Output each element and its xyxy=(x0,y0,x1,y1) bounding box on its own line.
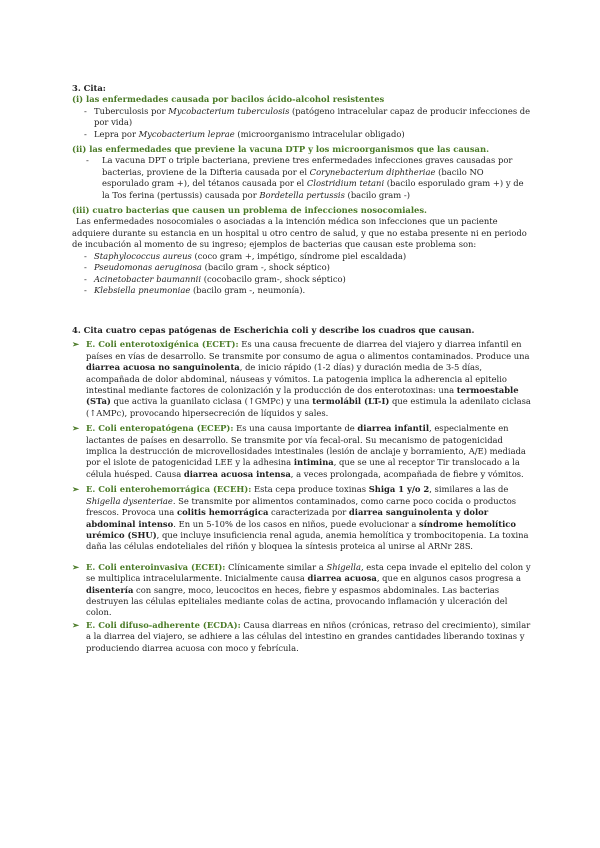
eceh-name: E. Coli enterohemorrágica (ECEH): xyxy=(86,484,252,495)
list-item: - Tuberculosis por Mycobacterium tuberculosis (patógeno intracelular capaz de producir infecciones de por vida) xyxy=(84,105,531,128)
section-4-title: 4. Cita cuatro cepas patógenas de Escherichia coli y describe los cuadros que causan. xyxy=(72,325,475,335)
list-item: - La vacuna DPT o triple bacteriana, previene tres enfermedades infecciones graves causadas por bacterias, proviene de la Difteria causada por el Corynebacterium diphtheriae (bacilo NO esporulado gram +), del tétanos causada por el Clostridium tetani (bacilo esporulado gram +) y de la Tos ferina (pertussis) causada por Bordetella pertussis (bacilo gram -) xyxy=(86,155,524,200)
ecei-name: E. Coli enteroinvasiva (ECEI): xyxy=(86,561,226,572)
ecep-name: E. Coli enteropatógena (ECEP): xyxy=(86,423,234,434)
ecep-item: ➢ E. Coli enteropatógena (ECEP): Es una causa importante de diarrea infantil, especialmente en lactantes de países en desarrollo. Se transmite por vía fecal-oral. Su mecanismo de patogenicidad implica la destrucción de microvellosidades intestinales (lesión de anclaje y borramiento, A/E) mediada por el islote de patogenicidad LEE y la adhesina intimina, que se une al receptor Tir translocado a la célula huésped. Causa diarrea acuosa intensa, a veces prolongada, acompañada de fiebre y vómitos. xyxy=(72,423,526,479)
arrow-bullet-icon: ➢ xyxy=(72,484,80,495)
list-item: - Staphylococcus aureus (coco gram +, impétigo, síndrome piel escaldada) xyxy=(84,250,407,261)
subsection-ii-list xyxy=(72,155,532,201)
eceh-item: ➢ E. Coli enterohemorrágica (ECEH): Esta cepa produce toxinas Shiga 1 y/o 2, similares a las de Shigella dysenteriae. Se transmite por alimentos contaminados, como carne poco cocida o productos frescos. Provoca una colitis hemorrágica caracterizada por diarrea sanguinolenta y dolor abdominal intenso. En un 5-10% de los casos en niños, puede evolucionar a síndrome hemolítico urémico (SHU), que incluye insuficiencia renal aguda, anemia hemolítica y trombocitopenia. La toxina daña las células endoteliales del riñón y bloquea la síntesis proteica al unirse al ARNr 28S. xyxy=(72,484,529,552)
ecei-item: ➢ E. Coli enteroinvasiva (ECEI): Clínicamente similar a Shigella, esta cepa invade el epitelio del colon y se multiplica intracelularmente. Inicialmente causa diarrea acuosa, que en algunos casos progresa a disentería con sangre, moco, leucocitos en heces, fiebre y espasmos abdominales. Las bacterias destruyen las células epiteliales mediante colas de actina, provocando inflamación y ulceración del colon. xyxy=(72,561,531,618)
subsection-iii-heading: (iii) cuatro bacterias que causen un problema de infecciones nosocomiales. xyxy=(72,205,427,216)
ecet-item: ➢ E. Coli enterotoxigénica (ECET): Es una causa frecuente de diarrea del viajero y diarrea infantil en países en vías de desarrollo. Se transmite por consumo de agua o alimentos contaminados. Produce una diarrea acuosa no sanguinolenta, de inicio rápido (1-2 días) y duración media de 3-5 días, acompañada de dolor abdominal, náuseas y vómitos. La patogenia implica la adherencia al epitelio intestinal mediante factores de colonización y la producción de dos enterotoxinas: una termoestable (STa) que activa la guanilato ciclasa (↑GMPc) y una termolábil (LT-I) que estimula la adenilato ciclasa (↑AMPc), provocando hipersecreción de líquidos y sales. xyxy=(72,339,531,418)
subsection-i-list xyxy=(72,106,532,140)
arrow-bullet-icon: ➢ xyxy=(72,619,80,630)
arrow-bullet-icon: ➢ xyxy=(72,423,80,434)
arrow-bullet-icon: ➢ xyxy=(72,561,80,572)
subsection-iii-intro: Las enfermedades nosocomiales o asociadas a la intención médica son infecciones que un paciente adquiere durante su estancia en un hospital u otro centro de salud, y que no estaba presente ni en periodo de incubación al momento de su ingreso; ejemplos de bacterias que causan este problema son: xyxy=(72,216,527,250)
subsection-iii-list xyxy=(72,251,532,297)
section-3 xyxy=(72,83,532,296)
list-item: - Klebsiella pneumoniae (bacilo gram -, neumonía). xyxy=(84,284,306,295)
subsection-ii-heading: (ii) las enfermedades que previene la vacuna DTP y los microorganismos que las causan. xyxy=(72,144,489,155)
list-item: - Pseudomonas aeruginosa (bacilo gram -, shock séptico) xyxy=(84,262,330,273)
subsection-i-heading: (i) las enfermedades causada por bacilos ácido-alcohol resistentes xyxy=(72,94,385,105)
section-3-title: 3. Cita: xyxy=(72,83,106,93)
ecda-name: E. Coli difuso-adherente (ECDA): xyxy=(86,619,241,630)
list-item: - Acinetobacter baumannii (cocobacilo gram-, shock séptico) xyxy=(84,273,346,284)
ecda-item: ➢ E. Coli difuso-adherente (ECDA): Causa diarreas en niños (crónicas, retraso del crecimiento), similar a la diarrea del viajero, se adhiere a las células del intestino en grandes cantidades liberando toxinas y produciendo diarrea acuosa con moco y febrícula. xyxy=(72,619,531,653)
list-item: - Lepra por Mycobacterium leprae (microorganismo intracelular obligado) xyxy=(84,128,405,139)
arrow-bullet-icon: ➢ xyxy=(72,339,80,350)
ecet-name: E. Coli enterotoxigénica (ECET): xyxy=(86,339,239,350)
section-4 xyxy=(72,325,532,654)
